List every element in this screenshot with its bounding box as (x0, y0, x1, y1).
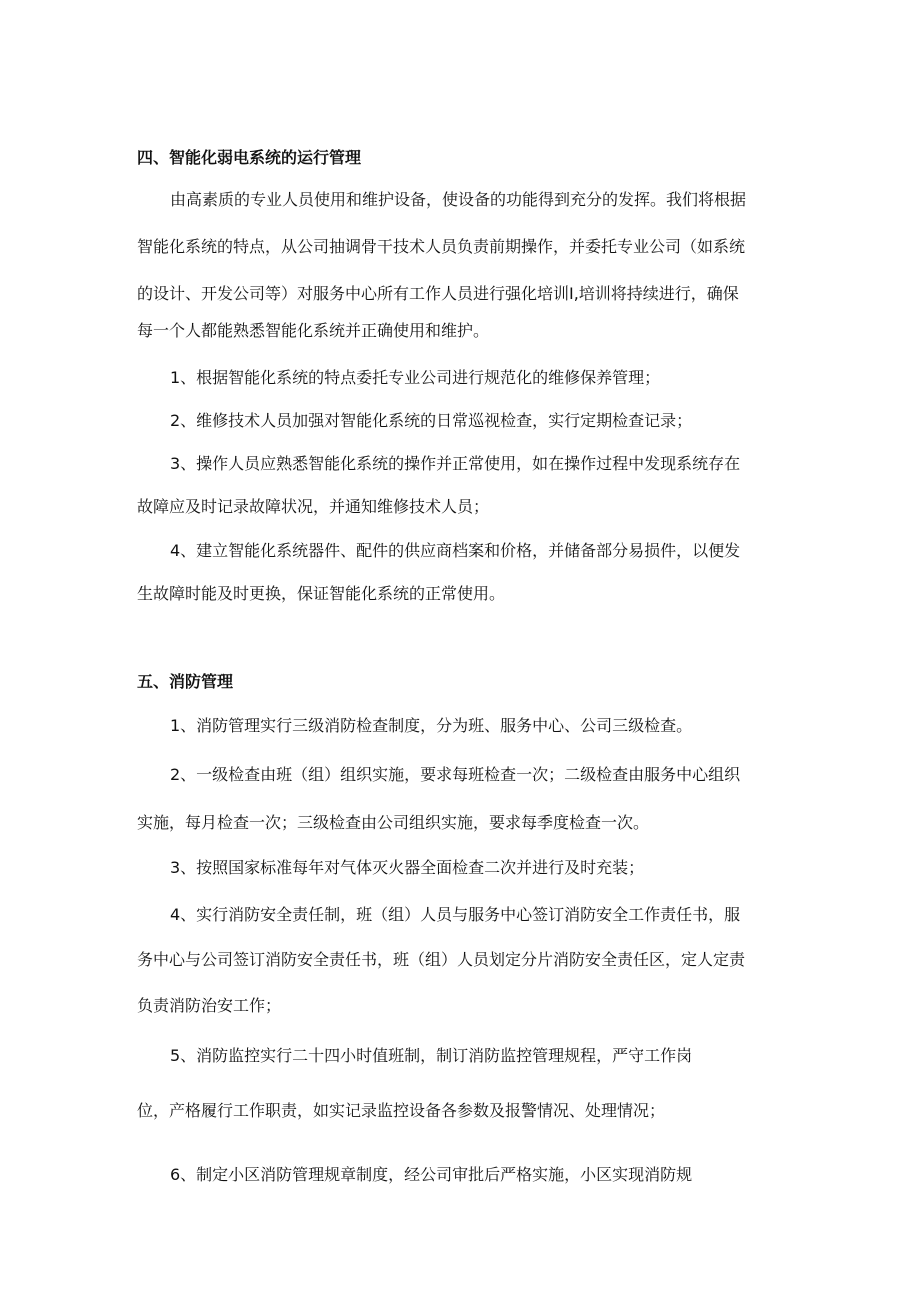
paragraph-line: 4、建立智能化系统器件、配件的供应商档案和价格，并储备部分易损件，以便发 (170, 541, 741, 560)
paragraph-line: 的设计、开发公司等）对服务中心所有工作人员进行强化培训Ⅰ,培训将持续进行，确保 (137, 284, 739, 303)
paragraph-line: 生故障时能及时更换，保证智能化系统的正常使用。 (137, 584, 506, 603)
paragraph-line: 1、根据智能化系统的特点委托专业公司进行规范化的维修保养管理； (170, 368, 661, 387)
paragraph-line: 2、一级检查由班（组）组织实施，要求每班检查一次；二级检查由服务中心组织 (170, 765, 741, 784)
paragraph-line: 每一个人都能熟悉智能化系统并正确使用和维护。 (137, 321, 490, 340)
paragraph-line: 负责消防治安工作； (137, 996, 282, 1015)
section-5-heading: 五、消防管理 (137, 672, 234, 691)
paragraph-line: 由高素质的专业人员使用和维护设备，使设备的功能得到充分的发挥。我们将根据 (170, 190, 747, 209)
section-4-heading: 四、智能化弱电系统的运行管理 (137, 148, 362, 167)
paragraph-line: 6、制定小区消防管理规章制度，经公司审批后严格实施，小区实现消防规 (170, 1165, 693, 1184)
paragraph-line: 故障应及时记录故障状况，并通知维修技术人员； (137, 497, 490, 516)
paragraph-line: 2、维修技术人员加强对智能化系统的日常巡视检查，实行定期检查记录； (170, 411, 693, 430)
paragraph-line: 位，产格履行工作职责，如实记录监控设备各参数及报警情况、处理情况； (137, 1101, 666, 1120)
paragraph-line: 5、消防监控实行二十四小时值班制，制订消防监控管理规程，严守工作岗 (170, 1046, 693, 1065)
paragraph-line: 4、实行消防安全责任制，班（组）人员与服务中心签订消防安全工作责任书，服 (170, 905, 741, 924)
paragraph-line: 3、按照国家标准每年对气体灭火器全面检查二次并进行及时充装； (170, 858, 645, 877)
paragraph-line: 智能化系统的特点，从公司抽调骨干技术人员负责前期操作，并委托专业公司（如系统 (137, 237, 746, 256)
paragraph-line: 1、消防管理实行三级消防检查制度，分为班、服务中心、公司三级检查。 (170, 716, 693, 735)
paragraph-line: 务中心与公司签订消防安全责任书，班（组）人员划定分片消防安全责任区，定人定责 (137, 950, 746, 969)
paragraph-line: 3、操作人员应熟悉智能化系统的操作并正常使用，如在操作过程中发现系统存在 (170, 454, 741, 473)
paragraph-line: 实施，每月检查一次；三级检查由公司组织实施，要求每季度检查一次。 (137, 813, 650, 832)
